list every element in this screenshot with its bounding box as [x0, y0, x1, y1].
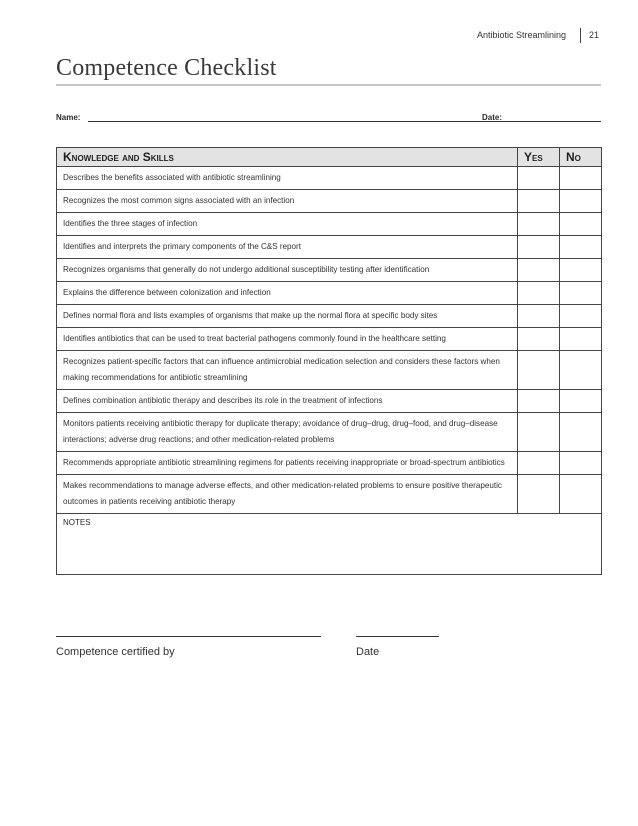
date-field[interactable] — [508, 121, 601, 122]
signature-area — [56, 636, 601, 666]
title-rule — [56, 84, 601, 86]
yes-checkbox-cell[interactable] — [518, 413, 560, 452]
yes-checkbox-cell[interactable] — [518, 305, 560, 328]
notes-row — [57, 514, 602, 575]
yes-checkbox-cell[interactable] — [518, 475, 560, 514]
table-row — [57, 305, 602, 328]
table-row — [57, 259, 602, 282]
running-header — [477, 28, 599, 42]
competency-item: Identifies the three stages of infection — [57, 213, 518, 236]
yes-checkbox-cell[interactable] — [518, 259, 560, 282]
page-number: 21 — [588, 30, 599, 40]
certified-by-line[interactable] — [56, 636, 321, 637]
certified-by-label: Competence certified by — [56, 646, 175, 658]
no-checkbox-cell[interactable] — [560, 305, 602, 328]
table-row — [57, 190, 602, 213]
notes-cell[interactable] — [57, 514, 602, 575]
no-checkbox-cell[interactable] — [560, 475, 602, 514]
table-row — [57, 213, 602, 236]
signature-date-line[interactable] — [356, 636, 439, 637]
table-header-row — [57, 148, 602, 167]
yes-checkbox-cell[interactable] — [518, 236, 560, 259]
table-row — [57, 351, 602, 390]
competency-item: Defines combination antibiotic therapy and describes its role in the treatment of infections — [57, 390, 518, 413]
competency-item: Recognizes patient-specific factors that can influence antimicrobial medication selection and considers these factors when making recommendations for antibiotic streamlining — [57, 351, 518, 390]
no-checkbox-cell[interactable] — [560, 351, 602, 390]
yes-checkbox-cell[interactable] — [518, 351, 560, 390]
competency-item: Identifies and interprets the primary components of the C&S report — [57, 236, 518, 259]
yes-checkbox-cell[interactable] — [518, 390, 560, 413]
no-checkbox-cell[interactable] — [560, 328, 602, 351]
competency-item: Explains the difference between colonization and infection — [57, 282, 518, 305]
yes-checkbox-cell[interactable] — [518, 282, 560, 305]
yes-checkbox-cell[interactable] — [518, 213, 560, 236]
name-date-row — [56, 111, 601, 125]
table-row — [57, 413, 602, 452]
no-checkbox-cell[interactable] — [560, 452, 602, 475]
name-field[interactable] — [88, 121, 523, 122]
competency-item: Recognizes the most common signs associated with an infection — [57, 190, 518, 213]
competency-item: Defines normal flora and lists examples of organisms that make up the normal flora at specific body sites — [57, 305, 518, 328]
no-checkbox-cell[interactable] — [560, 390, 602, 413]
competency-item: Recommends appropriate antibiotic streamlining regimens for patients receiving inappropriate or broad-spectrum antibiotics — [57, 452, 518, 475]
table-row — [57, 390, 602, 413]
table-row — [57, 328, 602, 351]
table-row — [57, 282, 602, 305]
no-checkbox-cell[interactable] — [560, 190, 602, 213]
no-checkbox-cell[interactable] — [560, 213, 602, 236]
competence-table — [56, 147, 602, 575]
yes-checkbox-cell[interactable] — [518, 328, 560, 351]
no-checkbox-cell[interactable] — [560, 413, 602, 452]
no-checkbox-cell[interactable] — [560, 282, 602, 305]
notes-label: NOTES — [63, 518, 91, 527]
competency-item: Describes the benefits associated with antibiotic streamlining — [57, 167, 518, 190]
yes-checkbox-cell[interactable] — [518, 190, 560, 213]
signature-date-label: Date — [356, 646, 380, 658]
no-checkbox-cell[interactable] — [560, 167, 602, 190]
competency-item: Monitors patients receiving antibiotic therapy for duplicate therapy; avoidance of drug–drug, drug–food, and drug–disease interactions; adverse drug reactions; and other medication-related problems — [57, 413, 518, 452]
competency-item: Identifies antibiotics that can be used to treat bacterial pathogens commonly found in the healthcare setting — [57, 328, 518, 351]
no-checkbox-cell[interactable] — [560, 236, 602, 259]
name-label: Name: — [56, 113, 81, 122]
no-header: No — [560, 148, 602, 167]
competency-item: Recognizes organisms that generally do not undergo additional susceptibility testing after identification — [57, 259, 518, 282]
knowledge-skills-header: Knowledge and Skills — [57, 148, 518, 167]
yes-header: Yes — [518, 148, 560, 167]
header-divider — [580, 28, 581, 43]
table-row — [57, 475, 602, 514]
date-label: Date: — [482, 113, 503, 122]
yes-checkbox-cell[interactable] — [518, 167, 560, 190]
yes-checkbox-cell[interactable] — [518, 452, 560, 475]
table-row — [57, 452, 602, 475]
no-checkbox-cell[interactable] — [560, 259, 602, 282]
competency-item: Makes recommendations to manage adverse effects, and other medication-related problems to ensure positive therapeutic outcomes in patients receiving antibiotic therapy — [57, 475, 518, 514]
page-title: Competence Checklist — [56, 55, 277, 81]
table-row — [57, 236, 602, 259]
running-title: Antibiotic Streamlining — [476, 30, 566, 40]
table-row — [57, 167, 602, 190]
